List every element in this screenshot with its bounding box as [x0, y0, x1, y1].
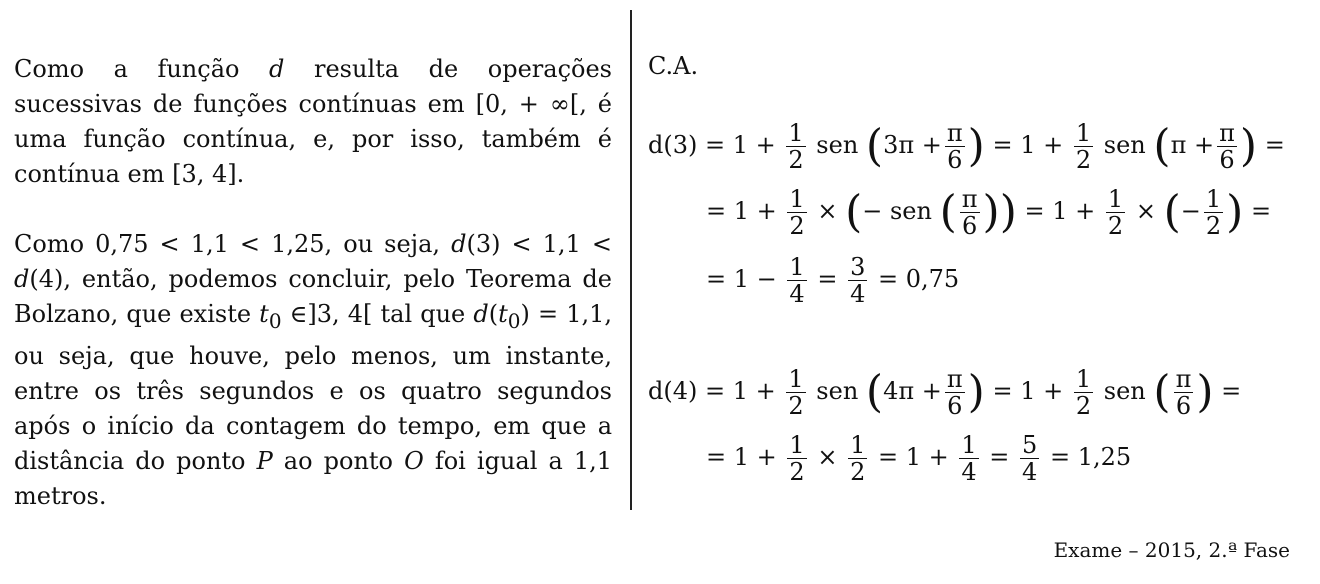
var-d: d — [269, 55, 285, 83]
expr: = 1,25 — [1049, 443, 1132, 471]
fraction — [1074, 120, 1093, 173]
fraction — [945, 366, 965, 419]
paren-open: ( — [865, 366, 884, 418]
ca-heading: C.A. — [648, 52, 699, 80]
fraction — [959, 432, 978, 485]
text: resulta de operações sucessivas de funções contínuas em [0, + ∞[, é uma função contínua, e, por isso, também é contínua em [3, 4]. — [14, 55, 612, 188]
denominator: 2 — [1107, 212, 1124, 240]
denominator: 6 — [945, 392, 965, 419]
expr: sen — [816, 377, 859, 405]
denominator: 4 — [961, 458, 977, 486]
paren-close: ) — [967, 120, 985, 172]
fraction — [787, 432, 806, 485]
denominator: 6 — [960, 212, 980, 239]
numerator: π — [946, 119, 963, 147]
numerator: 1 — [789, 253, 805, 281]
fraction — [787, 254, 806, 307]
exam-footer: Exame – 2015, 2.ª Fase — [1053, 538, 1290, 562]
denominator: 4 — [789, 280, 805, 308]
expr: = — [1221, 377, 1242, 405]
paren-open: ( — [939, 186, 957, 238]
calc-d3-line3 — [706, 254, 959, 307]
calc-d4-line1 — [648, 366, 1241, 419]
expr: sen — [816, 131, 859, 159]
fraction — [786, 366, 805, 419]
paren-close: ) — [967, 366, 985, 418]
paren-open: ( — [865, 120, 884, 172]
expr: d(3) = 1 + — [648, 131, 776, 159]
paren-close: ) — [982, 186, 1000, 238]
paragraph-bolzano — [14, 227, 612, 514]
expr: = — [1264, 131, 1285, 159]
var-t: t — [259, 300, 269, 328]
numerator: 3 — [850, 253, 866, 281]
expr: 3π + — [883, 131, 942, 159]
expr: − — [1180, 197, 1201, 225]
numerator: π — [961, 185, 978, 213]
expr: = 1 + — [1024, 197, 1096, 225]
numerator: 1 — [1075, 365, 1092, 393]
paren-close: ) — [999, 186, 1017, 238]
calc-d4-line2 — [706, 432, 1131, 485]
numerator: 1 — [789, 185, 805, 213]
text: foi igual a 1,1 metros. — [14, 446, 612, 510]
numerator: 1 — [961, 431, 977, 459]
denominator: 2 — [789, 212, 805, 240]
denominator: 2 — [788, 392, 804, 420]
fraction — [1174, 366, 1194, 419]
explanation-text — [14, 52, 612, 514]
subscript: 0 — [268, 308, 282, 333]
text: Como 0,75 < 1,1 < 1,25, ou seja, — [14, 230, 452, 258]
numerator: 1 — [788, 365, 804, 393]
expr: − sen — [862, 197, 932, 225]
fraction — [960, 186, 980, 239]
numerator: 1 — [788, 119, 804, 147]
expr: = 1 + — [877, 443, 949, 471]
expr: × — [1135, 197, 1156, 225]
text: ) = 1,1, ou seja, que houve, pelo menos, um instante, entre os três segundos e os quatro segundos após o início da contagem do tempo, em que a distância do ponto — [14, 300, 612, 475]
calc-d3-line1 — [648, 120, 1285, 173]
expr: sen — [1103, 131, 1146, 159]
text: ( — [488, 300, 499, 328]
subscript: 0 — [507, 308, 521, 333]
expr: = — [989, 443, 1010, 471]
paren-close: ) — [1226, 186, 1244, 238]
fraction — [848, 432, 867, 485]
text: Como a função — [14, 55, 270, 83]
paragraph-continuity — [14, 52, 612, 192]
fraction — [786, 120, 805, 173]
denominator: 4 — [1022, 458, 1038, 486]
var-t: t — [498, 300, 508, 328]
denominator: 6 — [1217, 146, 1237, 173]
numerator: 1 — [1075, 119, 1092, 147]
calculation-panel — [648, 48, 1313, 486]
expr: = 1 + — [706, 197, 777, 225]
expr: d(4) = 1 + — [648, 377, 776, 405]
calc-d3-line2 — [706, 186, 1271, 239]
expr: 4π + — [883, 377, 942, 405]
fraction — [945, 120, 965, 173]
expr: = — [817, 265, 838, 293]
paren-close: ) — [1239, 120, 1258, 172]
expr: × — [817, 197, 838, 225]
denominator: 4 — [850, 280, 866, 308]
expr: = 1 + — [706, 443, 777, 471]
numerator: π — [946, 365, 963, 393]
denominator: 2 — [1075, 146, 1092, 174]
paren-close: ) — [1196, 366, 1214, 418]
fraction — [1204, 186, 1223, 239]
paren-open: ( — [1153, 120, 1171, 172]
fraction — [1106, 186, 1125, 239]
text: ∈]3, 4[ tal que — [281, 300, 474, 328]
denominator: 2 — [788, 146, 804, 174]
denominator: 6 — [945, 146, 965, 173]
numerator: 1 — [1107, 185, 1124, 213]
expr: = 0,75 — [877, 265, 960, 293]
fraction — [1074, 366, 1093, 419]
paren-open: ( — [845, 186, 863, 238]
denominator: 2 — [1075, 392, 1092, 420]
denominator: 2 — [789, 458, 805, 486]
numerator: 5 — [1022, 431, 1038, 459]
expr: π + — [1170, 131, 1215, 159]
expr: = 1 + — [992, 131, 1064, 159]
var-d: d — [14, 265, 30, 293]
numerator: π — [1175, 365, 1192, 393]
denominator: 6 — [1174, 392, 1194, 419]
numerator: 1 — [1205, 185, 1222, 213]
fraction — [787, 186, 806, 239]
expr: = — [1250, 197, 1272, 225]
text: ao ponto — [272, 446, 405, 475]
var-d: d — [451, 230, 467, 258]
numerator: π — [1219, 119, 1235, 147]
var-p: P — [256, 446, 273, 475]
fraction — [848, 254, 867, 307]
expr: = 1 − — [706, 265, 777, 293]
numerator: 1 — [789, 431, 805, 459]
denominator: 2 — [1205, 212, 1222, 240]
var-o: O — [404, 446, 424, 475]
column-divider — [630, 10, 632, 510]
fraction — [1217, 120, 1237, 173]
paren-open: ( — [1153, 366, 1171, 418]
denominator: 2 — [850, 458, 866, 486]
text: (3) < 1,1 < — [466, 230, 612, 258]
expr: sen — [1103, 377, 1146, 405]
var-d: d — [473, 300, 489, 328]
expr: × — [817, 443, 838, 471]
paren-open: ( — [1163, 186, 1181, 238]
numerator: 1 — [850, 431, 866, 459]
expr: = 1 + — [992, 377, 1064, 405]
text: (4), então, podemos concluir, pelo Teorema de Bolzano, que existe — [14, 265, 612, 328]
fraction — [1020, 432, 1039, 485]
